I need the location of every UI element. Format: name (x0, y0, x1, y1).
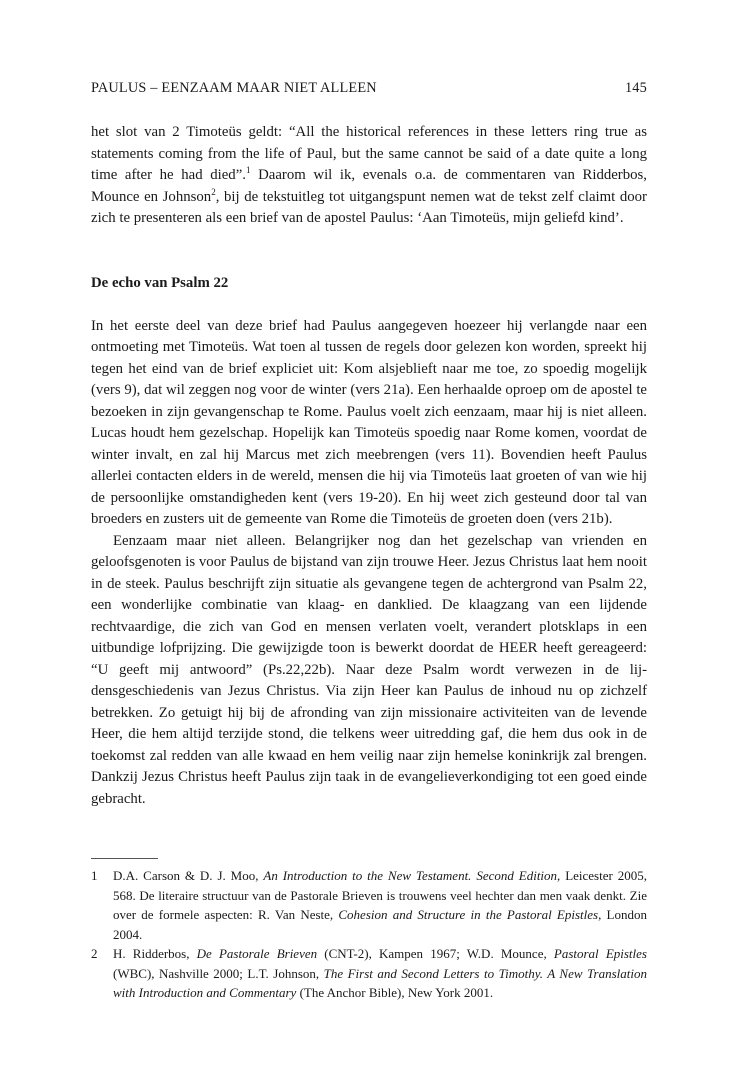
footnote-number: 2 (91, 946, 98, 961)
footnote-segment: (CNT-2), Kampen 1967; W.D. Mounce, (317, 946, 554, 961)
main-text (91, 122, 647, 810)
footnote-segment: (The Anchor Bible), New York 2001. (296, 985, 494, 1000)
footnote-title: The First and Second Letters to Timothy. A New Translation with Introduction and Commentary (113, 965, 647, 1000)
footnote-2 (91, 944, 647, 1003)
footnote-title: Pastoral Epistles (553, 946, 647, 961)
paragraph-text: het slot van 2 Timoteüs geldt: “All the historical references in these letters ring true as statements coming from the life of Paul, but the same cannot be said of a date quite a long time after he had died”. (91, 124, 647, 183)
footnote-1 (91, 866, 647, 944)
footnote-segment: (WBC), Nashville 2000; L.T. Johnson, (113, 965, 324, 981)
footnote-title: De Pastorale Brieven (196, 946, 318, 961)
footnote-ref-1[interactable]: 1 (245, 165, 251, 176)
footnote-title: Cohesion and Structure in the Pastoral Epistles (338, 907, 599, 922)
running-title: PAULUS – EENZAAM MAAR NIET ALLEEN (91, 80, 377, 96)
footnote-segment: D.A. Carson & D. J. Moo, (113, 868, 264, 883)
page-number: 145 (624, 80, 647, 96)
footnote-segment: H. Ridderbos, (113, 946, 197, 961)
body-paragraph-2: Eenzaam maar niet alleen. Belangrijker nog dan het gezelschap van vrienden en geloofsgenoten is voor Paulus de bijstand van zijn trouwe Heer. Jezus Christus laat hem nooit in de steek. Paulus beschrijft zijn situatie als gevangene tegen de achtergrond van Psalm 22, een wonderlijke combinatie van klaag- en danklied. De klaagzang van een lijdende rechtvaardige, die zich van God en mensen verlaten voelt, verandert plotsklaps in een uitbundige lofprijzing. Die gewijzigde toon is bewerkt doordat de HEER heeft gereageerd: “U geeft mij antwoord” (Ps.22,22b). Naar deze Psalm wordt verwezen in de lijdensgeschiedenis van Jezus Christus. Via zijn Heer kan Paulus de inhoud nu op zichzelf betrekken. Zo getuigt hij bij de afronding van zijn missionaire activiteiten van de levende Heer, die hem altijd terzijde stond, die telkens weer uitredding gaf, die hem dus ook in de toekomst zal redden van alle kwaad en hem veilig naar zijn hemelse koninkrijk zal brengen. Dankzij Jezus Christus heeft Paulus zijn taak in de evangelieverkondiging tot een goed einde gebracht. (91, 532, 647, 807)
opening-paragraph (91, 122, 647, 230)
paragraph-text: Daarom wil ik, evenals o.a. de commentaren van Ridderbos, Mounce en Johnson (91, 167, 647, 205)
paragraph-text: , bij de tekstuitleg tot uitgangspunt nemen wat de tekst zelf claimt door zich te presenteren als een brief van de apostel Paulus: ‘Aan Timoteüs, mijn geliefd kind’. (91, 188, 647, 226)
footnote-text (113, 866, 647, 944)
body-paragraph-1: In het eerste deel van deze brief had Paulus aangegeven hoezeer hij verlangde naar een ontmoeting met Timoteüs. Wat toen al tussen de regels door gelezen kon worden, spreekt hij tegen het eind van de brief expliciet uit: Kom alsjeblieft naar me toe, zo spoedig mogelijk (vers 9), dat wil zeggen nog voor de winter (vers 21a). Een herhaalde oproep om de apostel te bezoeken in zijn gevangenschap te Rome. Paulus voelt zich eenzaam, maar hij is niet alleen. Lucas houdt hem gezelschap. Hopelijk kan Timoteüs spoedig naar Rome komen, voordat de winter invalt, en zal hij Marcus met zich meebrengen (vers 11). Bovendien heeft Paulus allerlei contacten elders in de wereld, mensen die hij via Timoteüs laat groeten of van wie hij de persoonlijke omstandigheden kent (vers 19-20). En hij weet zich gesteund door tal van broeders en zusters uit de gemeente van Rome die Timoteüs de groeten doen (vers 21b). (91, 317, 647, 527)
footnote-text (113, 944, 647, 1003)
footnote-title: An Introduction to the New Testament. Second Edition (263, 868, 558, 883)
footnotes (91, 866, 647, 1003)
footnote-segment: , Leicester 2005, 568. De literaire structuur van de Pastorale Brieven is trouwens veel hechter dan men vaak denkt. Zie over de formele aspecten: R. Van Neste, (113, 868, 647, 922)
section-heading: De echo van Psalm 22 (91, 274, 229, 291)
running-header (91, 80, 647, 97)
footnote-segment: , London 2004. (113, 907, 647, 942)
footnote-divider (91, 858, 158, 859)
footnote-number: 1 (91, 868, 98, 883)
footnote-ref-2[interactable]: 2 (211, 186, 216, 197)
